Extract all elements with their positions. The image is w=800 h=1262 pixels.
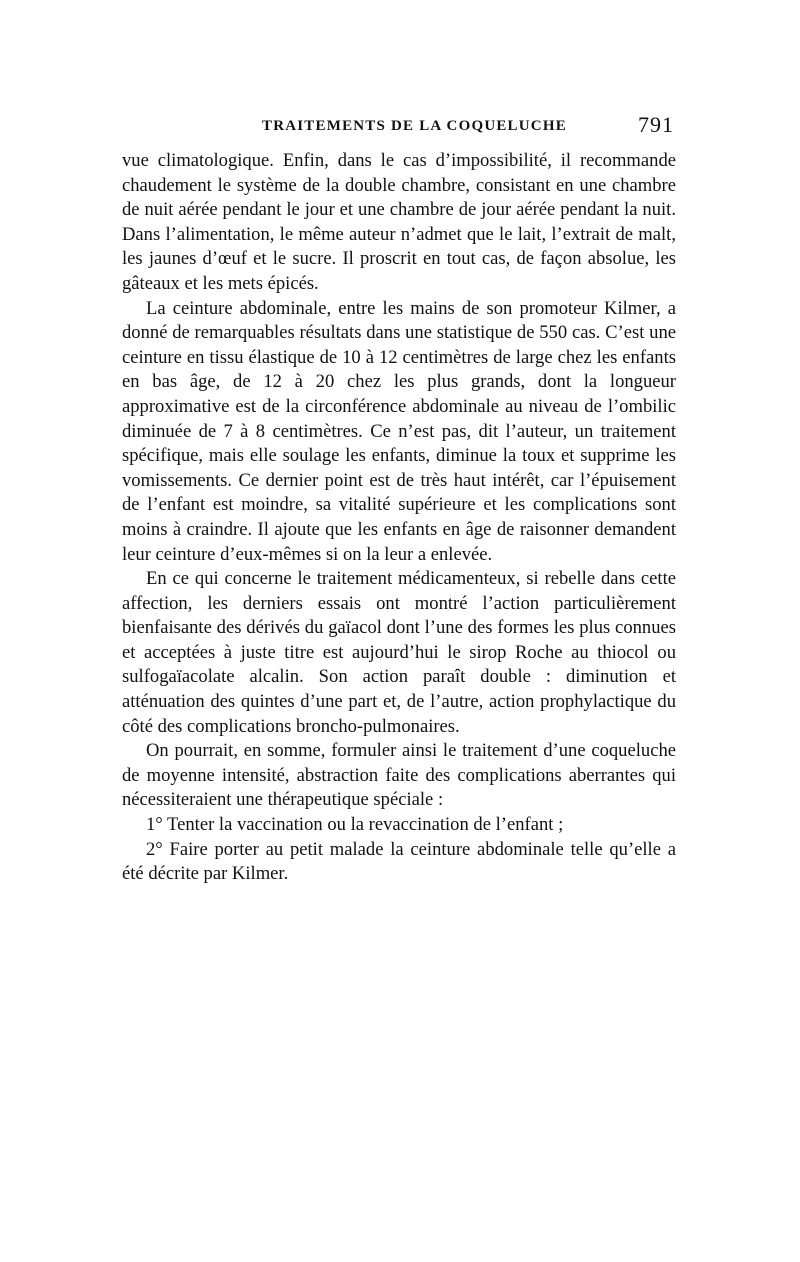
list-item-vaccination: 1° Tenter la vaccination ou la revaccination de l’enfant ; xyxy=(146,814,564,836)
paragraph-ceinture-abdominale: La ceinture abdominale, entre les mains de son promoteur Kilmer, a donné de remarquables résultats dans une statistique de 550 cas. C’est une ceinture en tissu élastique de 10 à 12 centimètres de large chez les enfants en bas âge, de 12 à 20 chez les plus grands, dont la longueur approximative est de la circonférence abdominale au niveau de l’ombilic diminuée de 7 à 8 centimètres. Ce n’est pas, dit l’auteur, un traitement spécifique, mais elle soulage les enfants, diminue la toux et supprime les vomissements. Ce dernier point est de très haut intérêt, car l’épuisement de l’enfant est moindre, sa vitalité supérieure et les complications sont moins à craindre. Il ajoute que les enfants en âge de raisonner demandent leur ceinture d’eux-mêmes si on la leur a enlevée. xyxy=(122,297,676,565)
page-number: 791 xyxy=(638,112,674,137)
list-item-ceinture: 2° Faire porter au petit malade la ceinture abdominale telle qu’elle a été décrite par Kilmer. xyxy=(122,838,676,885)
paragraph-resume-traitement: On pourrait, en somme, formuler ainsi le traitement d’une coqueluche de moyenne intensité, abstraction faite des complications aberrantes qui nécessiteraient une thérapeutique spéciale : xyxy=(122,740,676,811)
page-header xyxy=(120,112,680,142)
running-title: TRAITEMENTS DE LA COQUELUCHE xyxy=(262,118,567,134)
paragraph-continuation: vue climatologique. Enfin, dans le cas d’impossibilité, il recommande chaudement le système de la double chambre, consistant en une chambre de nuit aérée pendant le jour et une chambre de jour aérée pendant la nuit. Dans l’alimentation, le même auteur n’admet que le lait, l’extrait de malt, les jaunes d’œuf et le sucre. Il proscrit en tout cas, de façon absolue, les gâteaux et les mets épicés. xyxy=(122,150,676,294)
paragraph-traitement-medicamenteux: En ce qui concerne le traitement médicamenteux, si rebelle dans cette affection, les derniers essais ont montré l’action particulièrement bienfaisante des dérivés du gaïacol dont l’une des formes les plus connues et acceptées à juste titre est aujourd’hui le sirop Roche au thiocol ou sulfogaïacolate alcalin. Son action paraît double : diminution et atténuation des quintes d’une part et, de l’autre, action prophylactique du côté des complications broncho-pulmonaires. xyxy=(122,568,676,737)
body-text xyxy=(122,149,676,887)
